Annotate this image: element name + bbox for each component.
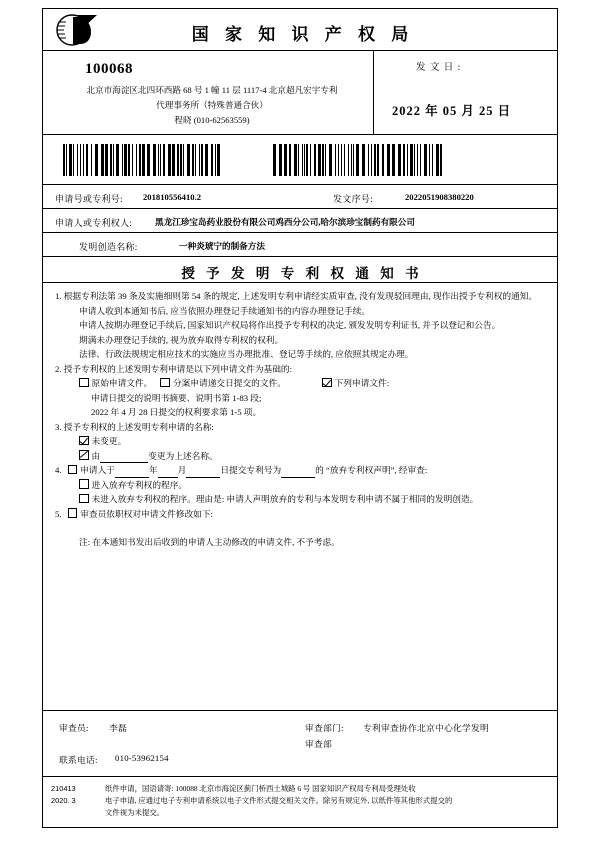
checkbox-not-enter-abandon-procedure[interactable]	[79, 494, 89, 504]
issue-date-cell	[373, 51, 556, 134]
option-abandon-e: 的 “放弃专利权声明”, 经审查:	[315, 465, 428, 475]
option-following-documents-label: 下列申请文件:	[334, 378, 390, 388]
footer-line-3: 文件视为未提交。	[105, 808, 165, 817]
body-item-4-option-3	[55, 492, 545, 507]
body-item-5-number: 5.	[55, 508, 62, 519]
serial-barcode	[273, 144, 443, 176]
body-item-5	[55, 507, 545, 522]
document-header	[43, 9, 557, 51]
checkbox-following-documents[interactable]	[322, 378, 332, 388]
document-footer	[43, 777, 557, 827]
serial-number-label: 发文序号:	[333, 194, 374, 204]
footer-form-code: 210413	[51, 784, 76, 793]
applicant-row	[43, 209, 557, 233]
applicant-label: 申请人或专利权人:	[55, 218, 133, 228]
checkbox-enter-abandon-procedure[interactable]	[79, 479, 89, 489]
body-item-1-p2: 申请人按期办理登记手续后, 国家知识产权局将作出授予专利权的决定, 颁发发明专利证书, 并予以登记和公告。	[79, 320, 501, 330]
body-item-1-p4: 法律、行政法规规定相应技术的实施应当办理批准、登记等手续的, 应依照其规定办理。	[79, 349, 414, 359]
body-item-2-options	[55, 376, 545, 391]
checkbox-examiner-amendment[interactable]	[68, 508, 78, 518]
invention-value: 一种炎琥宁的制备方法	[179, 241, 265, 251]
address-line-3: 程晓 (010-62563559)	[174, 115, 250, 125]
notice-title: 授 予 发 明 专 利 权 通 知 书	[181, 266, 423, 281]
checkbox-original-documents[interactable]	[79, 378, 89, 388]
checkbox-abandon-declaration[interactable]	[68, 465, 78, 475]
application-number-row	[43, 185, 557, 209]
footer-text	[105, 783, 551, 819]
body-item-2-detail-1: 申请日提交的说明书摘要、说明书第 1-83 段;	[91, 392, 262, 403]
name-changed-from-field[interactable]	[100, 452, 148, 463]
department-value: 专利审查协作北京中心化学发明	[363, 723, 489, 733]
option-abandon-d: 日提交专利号为	[220, 465, 282, 475]
abandon-patent-no-field[interactable]	[281, 467, 315, 478]
address-block	[43, 51, 557, 135]
examiner-label: 审查员:	[59, 723, 89, 733]
body-item-1-p1: 申请人收到本通知书后, 应当依照办理登记手续通知书的内容办理登记手续。	[79, 305, 371, 316]
address-left	[43, 51, 373, 134]
body-note: 注: 在本通知书发出后收到的申请人主动修改的申请文件, 不予考虑。	[79, 537, 340, 547]
option-name-changed-suffix: 变更为上述名称。	[148, 450, 218, 461]
option-name-changed-prefix: 由	[91, 450, 101, 461]
abandon-year-field[interactable]	[115, 467, 149, 478]
postal-code: 100068	[85, 61, 133, 77]
body-item-4-option-2	[55, 478, 545, 493]
barcode-band	[43, 135, 557, 185]
option-enter-abandon-label: 进入放弃专利权的程序。	[91, 479, 188, 490]
serial-number-value: 2022051908380220	[405, 192, 474, 202]
notice-title-band	[43, 257, 557, 283]
signature-area	[43, 711, 557, 777]
phone-value: 010-53962154	[115, 753, 169, 763]
abandon-month-field[interactable]	[158, 467, 178, 478]
body-item-3-option-1	[55, 434, 545, 449]
body-item-3: 3. 授予专利权的上述发明专利申请的名称:	[55, 421, 214, 432]
applicant-value: 黑龙江珍宝岛药业股份有限公司鸡西分公司,哈尔滨珍宝制药有限公司	[155, 217, 415, 227]
body-item-4-number: 4.	[55, 465, 62, 475]
option-abandon-c: 月	[177, 465, 187, 475]
issue-date-label: 发 文 日 :	[416, 63, 462, 73]
address-line-2: 代理事务所（特殊普通合伙）	[156, 100, 268, 110]
checkbox-divisional-documents[interactable]	[160, 378, 170, 388]
body-item-4	[55, 463, 545, 478]
abandon-day-field[interactable]	[186, 467, 220, 478]
footer-line-2: 电子申请, 应通过电子专利申请系统以电子文件形式提交相关文件。除另有规定外, 以纸件等其他形式提交的	[105, 796, 453, 805]
invention-row	[43, 233, 557, 257]
application-number-value: 201810556410.2	[143, 192, 202, 202]
document-frame	[42, 8, 558, 828]
checkbox-name-unchanged[interactable]	[79, 436, 89, 446]
notice-body	[43, 283, 557, 711]
checkbox-name-changed[interactable]	[79, 450, 89, 460]
invention-label: 发明创造名称:	[79, 242, 138, 252]
department-value-2: 审查部	[305, 739, 332, 749]
issue-date-value: 2022 年 05 月 25 日	[392, 104, 512, 118]
option-examiner-amendment-label: 审查员依职权对申请文件修改如下:	[80, 508, 213, 519]
option-abandon-a: 申请人于	[80, 465, 115, 475]
application-number-label: 申请号或专利号:	[55, 194, 123, 204]
option-abandon-b: 年	[148, 465, 158, 475]
option-original-documents-label: 原始申请文件。	[91, 378, 153, 388]
application-barcode	[63, 144, 223, 176]
department-label: 审查部门:	[305, 723, 344, 733]
body-item-2: 2. 授予专利权的上述发明专利申请是以下列申请文件为基础的:	[55, 363, 292, 374]
option-not-enter-abandon-label: 未进入放弃专利权的程序。理由是: 申请人声明放弃的专利与本发明专利申请不属于相同的发明创造。	[91, 494, 479, 504]
body-item-1: 1. 根据专利法第 39 条及实施细则第 54 条的规定, 上述发明专利申请经实质审查, 没有发现驳回理由, 现作出授予专利权的通知。	[55, 291, 538, 301]
phone-label: 联系电话:	[59, 755, 98, 765]
recipient-address	[53, 83, 371, 128]
page-title: 国 家 知 识 产 权 局	[191, 25, 415, 44]
address-line-1: 北京市海淀区北四环西路 68 号 1 幢 11 层 1117-4 北京超凡宏宇专利	[86, 85, 338, 95]
footer-form-date: 2020. 3	[51, 796, 76, 805]
option-divisional-documents-label: 分案申请递交日提交的文件。	[172, 378, 286, 388]
option-name-unchanged-label: 未变更。	[91, 436, 127, 446]
examiner-value: 李磊	[109, 723, 127, 733]
body-item-1-p3: 期满未办理登记手续的, 视为放弃取得专利权的权利。	[79, 334, 284, 345]
footer-line-1: 纸件申请，国语请寄: 100088 北京市海淀区蓟门桥西土城路 6 号 国家知识产权局专利局受理处收	[105, 784, 416, 793]
body-item-3-option-2	[55, 449, 545, 464]
footer-codes	[51, 783, 76, 807]
body-item-2-detail-2: 2022 年 4 月 28 日提交的权利要求第 1-5 项。	[91, 407, 262, 417]
